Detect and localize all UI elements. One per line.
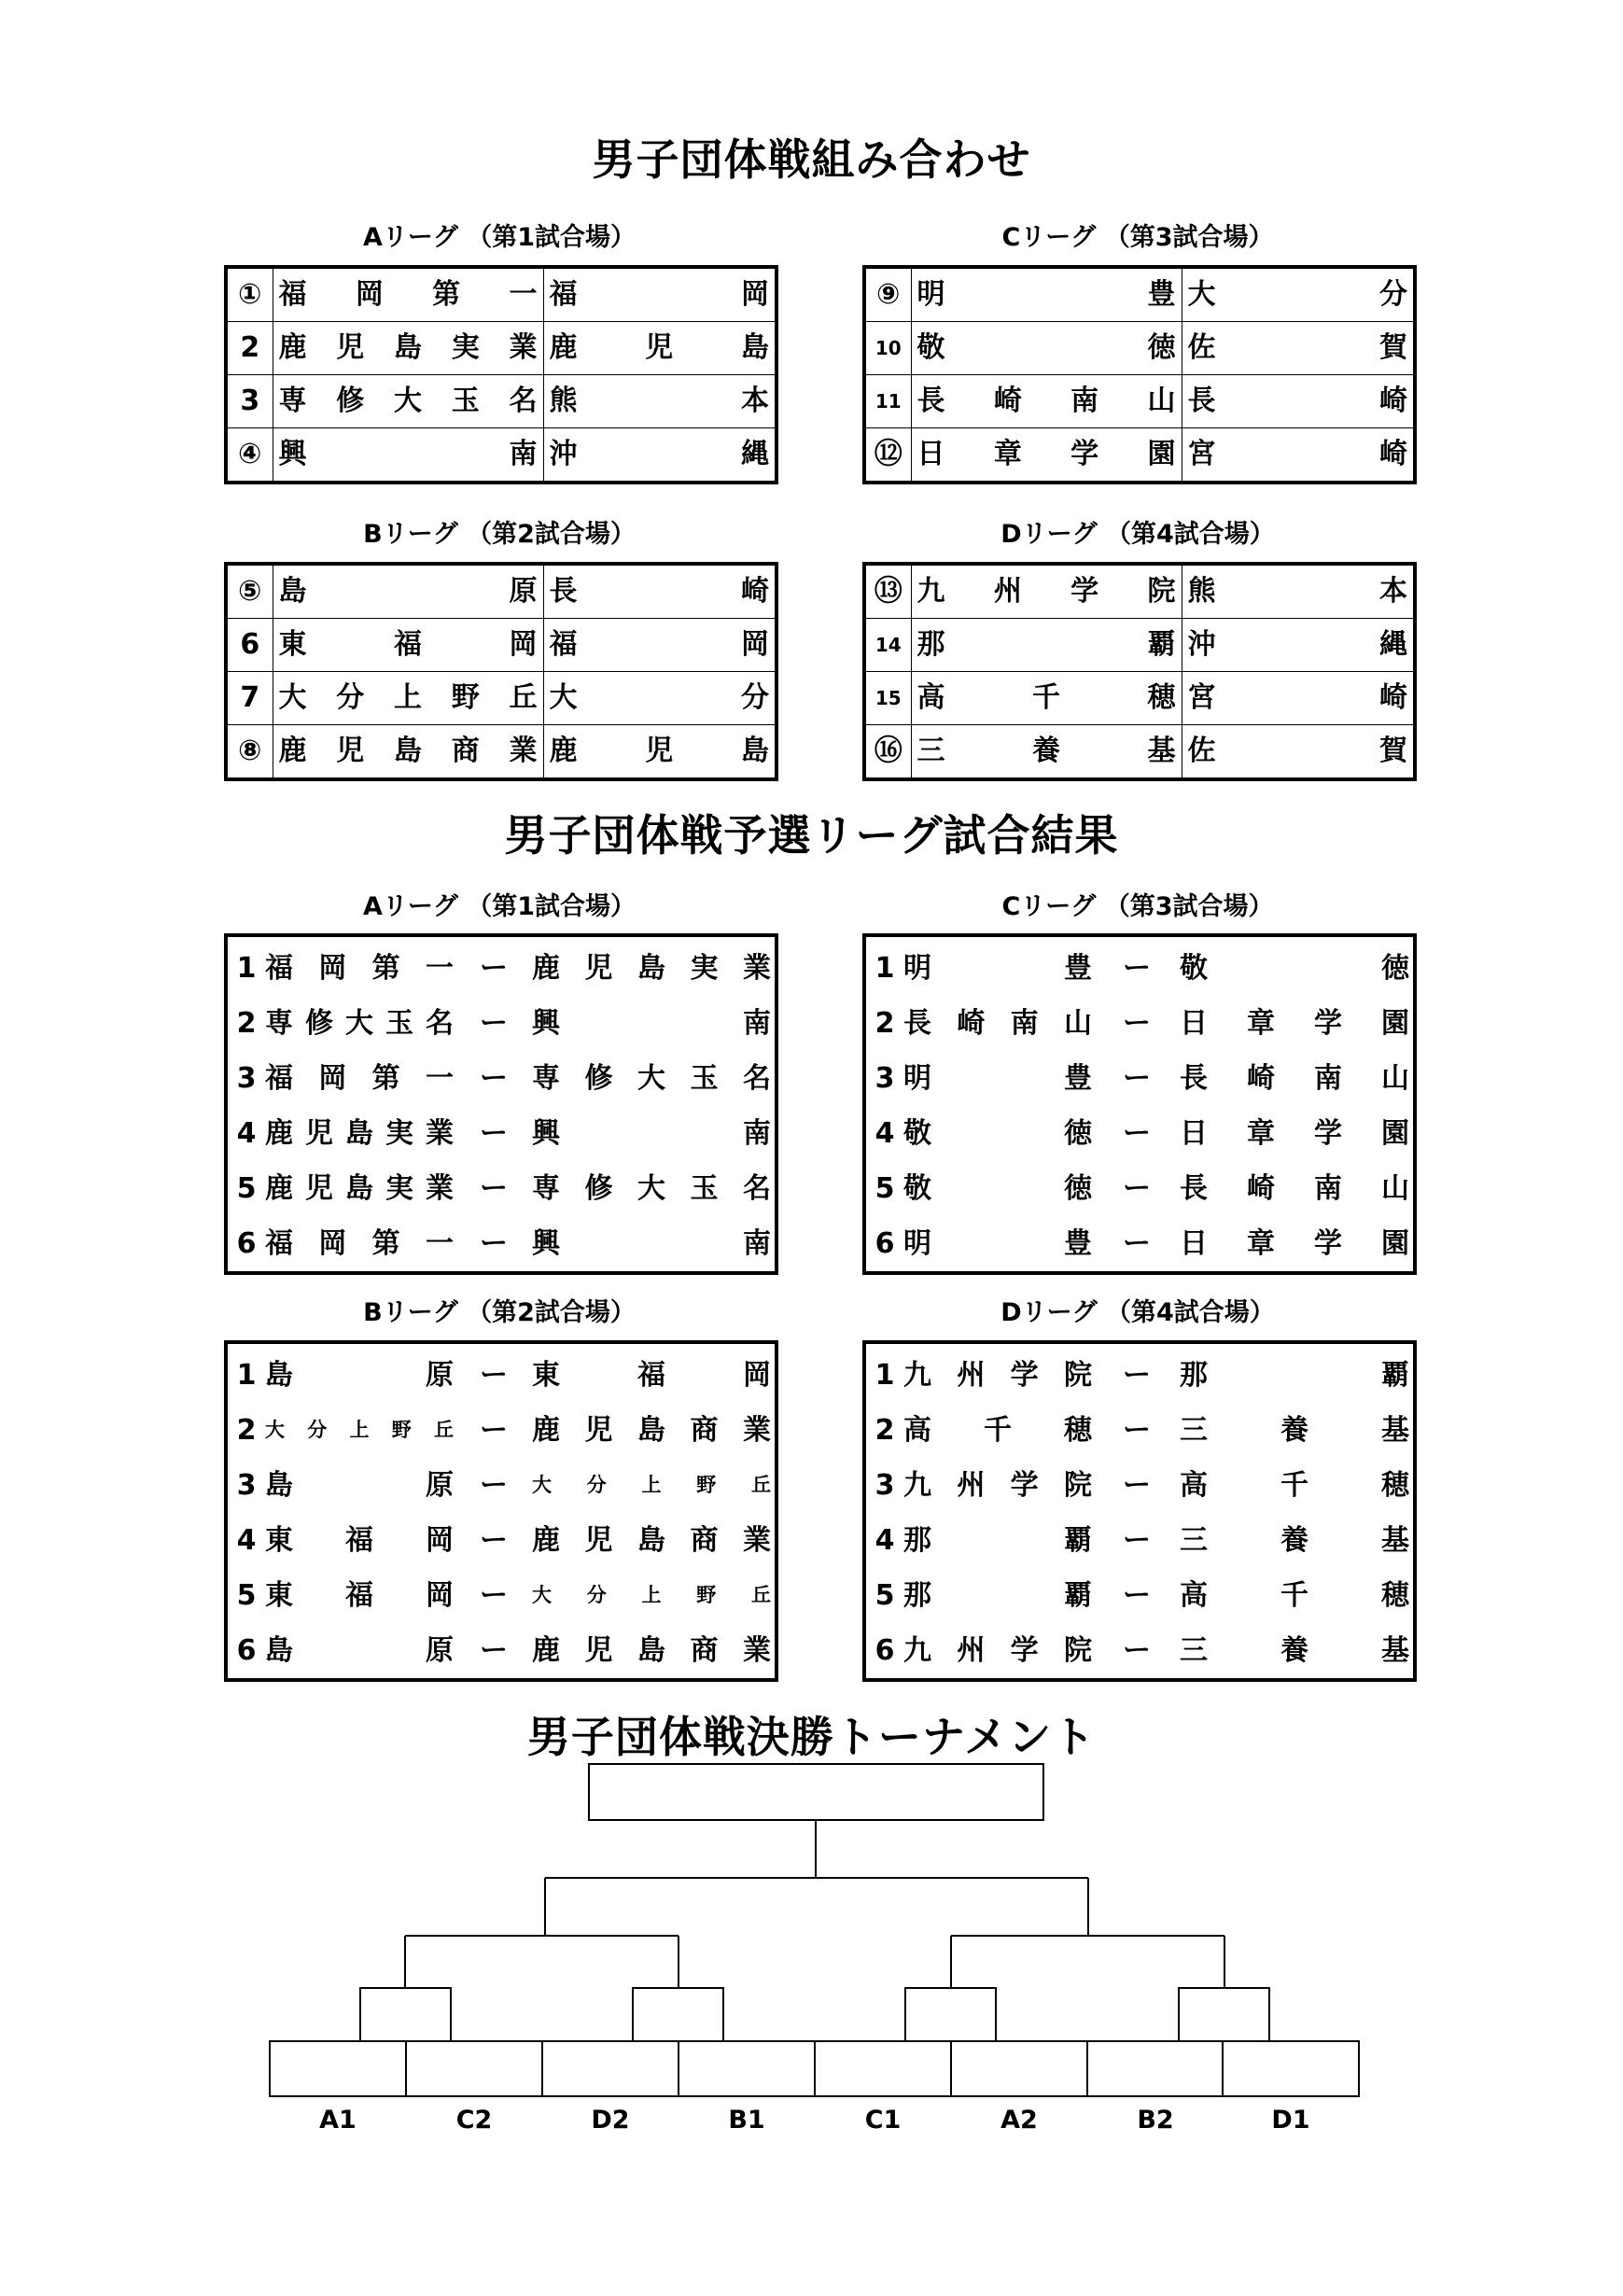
home-team: 鹿児島実業 — [265, 1116, 454, 1150]
seed-number: ⑬ — [864, 564, 911, 619]
vs-dash: ー — [1123, 1358, 1151, 1392]
home-team: 島原 — [265, 1633, 454, 1667]
prefecture: 沖縄 — [1182, 619, 1415, 672]
home-team: 明豊 — [903, 951, 1092, 985]
vs-dash: ー — [1123, 1578, 1151, 1612]
vs-dash: ー — [480, 1171, 508, 1205]
prefecture: 佐賀 — [1182, 725, 1415, 780]
home-team: 那覇 — [903, 1523, 1092, 1557]
home-team: 福岡第一 — [265, 951, 454, 985]
away-team: 那覇 — [1180, 1358, 1409, 1392]
away-team: 三養基 — [1180, 1413, 1409, 1447]
vs-dash: ー — [480, 1523, 508, 1557]
away-team: 三養基 — [1180, 1633, 1409, 1667]
seed-number: 3 — [226, 375, 273, 428]
school-name: 福岡第一 — [273, 267, 543, 322]
seed-number: 6 — [226, 619, 273, 672]
prefecture: 鹿児島 — [543, 725, 777, 780]
result-c-caption: Cリーグ （第3試合場） — [1001, 892, 1274, 921]
away-team: 大分上野丘 — [532, 1474, 771, 1496]
away-team: 興南 — [532, 1006, 771, 1040]
away-team: 専修大玉名 — [532, 1061, 771, 1095]
seed-number: 10 — [864, 322, 911, 375]
match-number: 5 — [236, 1578, 257, 1612]
home-team: 明豊 — [903, 1061, 1092, 1095]
school-name: 興南 — [273, 428, 543, 483]
vs-dash: ー — [1123, 1413, 1151, 1447]
seed-number: 14 — [864, 619, 911, 672]
prefecture: 福岡 — [543, 267, 777, 322]
school-name: 明豊 — [911, 267, 1182, 322]
match-number: 6 — [874, 1226, 895, 1260]
semifinal-right-connector — [951, 1936, 1224, 1988]
vs-dash: ー — [480, 1358, 508, 1392]
semifinal-left-connector — [405, 1936, 679, 1988]
slot-label: B2 — [1137, 2106, 1174, 2135]
home-team: 明豊 — [903, 1226, 1092, 1260]
home-team: 大分上野丘 — [265, 1419, 454, 1441]
vs-dash: ー — [1123, 1226, 1151, 1260]
home-team: 東福岡 — [265, 1578, 454, 1612]
seed-number: 11 — [864, 375, 911, 428]
match-number: 3 — [874, 1468, 895, 1502]
prefecture: 大分 — [1182, 267, 1415, 322]
vs-dash: ー — [1123, 1006, 1151, 1040]
school-name: 三養基 — [911, 725, 1182, 780]
seed-number: 15 — [864, 672, 911, 725]
away-team: 専修大玉名 — [532, 1171, 771, 1205]
home-team: 九州学院 — [903, 1633, 1092, 1667]
seed-number: ⑨ — [864, 267, 911, 322]
vs-dash: ー — [1123, 1468, 1151, 1502]
match-number: 5 — [874, 1171, 895, 1205]
prefecture: 佐賀 — [1182, 322, 1415, 375]
vs-dash: ー — [480, 1006, 508, 1040]
match-number: 1 — [874, 1358, 895, 1392]
home-team: 那覇 — [903, 1578, 1092, 1612]
home-team: 島原 — [265, 1468, 454, 1502]
away-team: 鹿児島商業 — [532, 1413, 771, 1447]
match-number: 6 — [236, 1226, 257, 1260]
home-team: 東福岡 — [265, 1523, 454, 1557]
prefecture: 熊本 — [1182, 564, 1415, 619]
vs-dash: ー — [1123, 1171, 1151, 1205]
away-team: 鹿児島商業 — [532, 1523, 771, 1557]
result-b-caption: Bリーグ （第2試合場） — [363, 1298, 636, 1327]
away-team: 長崎南山 — [1180, 1171, 1409, 1205]
match-number: 5 — [236, 1171, 257, 1205]
school-name: 鹿児島実業 — [273, 322, 543, 375]
home-team: 敬徳 — [903, 1116, 1092, 1150]
school-name: 東福岡 — [273, 619, 543, 672]
seed-number: ⑯ — [864, 725, 911, 780]
match-number: 1 — [236, 951, 257, 985]
pairings-title: 男子団体戦組み合わせ — [592, 134, 1031, 185]
seed-number: ④ — [226, 428, 273, 483]
prefecture: 長崎 — [543, 564, 777, 619]
prefecture: 宮崎 — [1182, 428, 1415, 483]
pairing-a-caption: Aリーグ （第1試合場） — [362, 223, 637, 252]
home-team: 福岡第一 — [265, 1226, 454, 1260]
seed-number: 7 — [226, 672, 273, 725]
pairing-c-caption: Cリーグ （第3試合場） — [1001, 223, 1274, 252]
seed-number: ⑫ — [864, 428, 911, 483]
vs-dash: ー — [480, 1413, 508, 1447]
match-number: 2 — [874, 1413, 895, 1447]
home-team: 敬徳 — [903, 1171, 1092, 1205]
prefecture: 熊本 — [543, 375, 777, 428]
slot-label: B1 — [728, 2106, 765, 2135]
home-team: 福岡第一 — [265, 1061, 454, 1095]
home-team: 鹿児島実業 — [265, 1171, 454, 1205]
prefecture: 福岡 — [543, 619, 777, 672]
school-name: 専修大玉名 — [273, 375, 543, 428]
match-number: 6 — [236, 1633, 257, 1667]
away-team: 日章学園 — [1180, 1226, 1409, 1260]
school-name: 敬徳 — [911, 322, 1182, 375]
prefecture: 大分 — [543, 672, 777, 725]
prefecture: 鹿児島 — [543, 322, 777, 375]
quarterfinal-box-2 — [633, 1988, 723, 2041]
school-name: 那覇 — [911, 619, 1182, 672]
vs-dash: ー — [480, 1578, 508, 1612]
match-number: 3 — [874, 1061, 895, 1095]
school-name: 長崎南山 — [911, 375, 1182, 428]
prefecture: 沖縄 — [543, 428, 777, 483]
away-team: 高千穂 — [1180, 1578, 1409, 1612]
match-number: 2 — [874, 1006, 895, 1040]
first-round-dividers — [406, 2041, 1223, 2096]
away-team: 大分上野丘 — [532, 1584, 771, 1606]
vs-dash: ー — [1123, 1061, 1151, 1095]
vs-dash: ー — [480, 1226, 508, 1260]
vs-dash: ー — [480, 1116, 508, 1150]
vs-dash: ー — [480, 1633, 508, 1667]
match-number: 4 — [236, 1523, 257, 1557]
final-connector — [545, 1820, 1088, 1936]
tournament-title: 男子団体戦決勝トーナメント — [526, 1712, 1097, 1762]
champion-box — [589, 1764, 1043, 1820]
away-team: 鹿児島実業 — [532, 951, 771, 985]
slot-label: D2 — [591, 2106, 630, 2135]
result-d-caption: Dリーグ （第4試合場） — [1000, 1298, 1275, 1327]
away-team: 三養基 — [1180, 1523, 1409, 1557]
pairing-d-caption: Dリーグ （第4試合場） — [1000, 520, 1275, 549]
match-number: 3 — [236, 1468, 257, 1502]
home-team: 島原 — [265, 1358, 454, 1392]
slot-label: A1 — [319, 2106, 357, 2135]
match-number: 1 — [874, 951, 895, 985]
vs-dash: ー — [480, 951, 508, 985]
school-name: 日章学園 — [911, 428, 1182, 483]
vs-dash: ー — [1123, 1633, 1151, 1667]
school-name: 九州学院 — [911, 564, 1182, 619]
match-number: 2 — [236, 1006, 257, 1040]
seed-number: ① — [226, 267, 273, 322]
away-team: 興南 — [532, 1226, 771, 1260]
quarterfinal-box-4 — [1179, 1988, 1269, 2041]
home-team: 長崎南山 — [903, 1006, 1092, 1040]
school-name: 大分上野丘 — [273, 672, 543, 725]
pairing-b-caption: Bリーグ （第2試合場） — [363, 520, 636, 549]
match-number: 4 — [236, 1116, 257, 1150]
seed-number: ⑤ — [226, 564, 273, 619]
match-number: 3 — [236, 1061, 257, 1095]
away-team: 日章学園 — [1180, 1006, 1409, 1040]
results-title: 男子団体戦予選リーグ試合結果 — [504, 810, 1119, 861]
away-team: 日章学園 — [1180, 1116, 1409, 1150]
home-team: 高千穂 — [903, 1413, 1092, 1447]
slot-label: C1 — [864, 2106, 902, 2135]
away-team: 高千穂 — [1180, 1468, 1409, 1502]
school-name: 鹿児島商業 — [273, 725, 543, 780]
result-a-caption: Aリーグ （第1試合場） — [362, 892, 637, 921]
vs-dash: ー — [1123, 1116, 1151, 1150]
match-number: 4 — [874, 1523, 895, 1557]
vs-dash: ー — [1123, 951, 1151, 985]
away-team: 興南 — [532, 1116, 771, 1150]
school-name: 島原 — [273, 564, 543, 619]
away-team: 東福岡 — [532, 1358, 771, 1392]
vs-dash: ー — [480, 1061, 508, 1095]
prefecture: 宮崎 — [1182, 672, 1415, 725]
home-team: 九州学院 — [903, 1358, 1092, 1392]
prefecture: 長崎 — [1182, 375, 1415, 428]
away-team: 長崎南山 — [1180, 1061, 1409, 1095]
away-team: 敬徳 — [1180, 951, 1409, 985]
match-number: 4 — [874, 1116, 895, 1150]
match-number: 5 — [874, 1578, 895, 1612]
seed-number: 2 — [226, 322, 273, 375]
slot-label: A2 — [1000, 2106, 1038, 2135]
slot-label: D1 — [1271, 2106, 1310, 2135]
vs-dash: ー — [1123, 1523, 1151, 1557]
match-number: 1 — [236, 1358, 257, 1392]
quarterfinal-box-1 — [360, 1988, 451, 2041]
quarterfinal-box-3 — [905, 1988, 996, 2041]
seed-number: ⑧ — [226, 725, 273, 780]
match-number: 6 — [874, 1633, 895, 1667]
vs-dash: ー — [480, 1468, 508, 1502]
slot-label: C2 — [455, 2106, 493, 2135]
away-team: 鹿児島商業 — [532, 1633, 771, 1667]
match-number: 2 — [236, 1413, 257, 1447]
school-name: 高千穂 — [911, 672, 1182, 725]
home-team: 専修大玉名 — [265, 1006, 454, 1040]
home-team: 九州学院 — [903, 1468, 1092, 1502]
